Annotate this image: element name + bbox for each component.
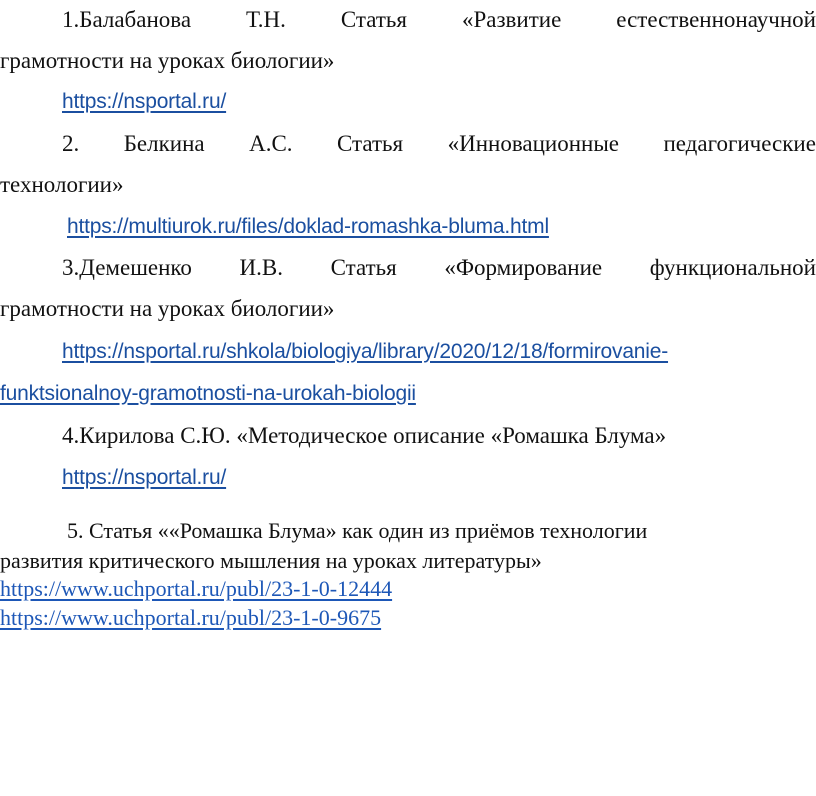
ref2-word: А.С. xyxy=(249,131,293,156)
ref1-word: Т.Н. xyxy=(246,7,286,32)
ref3-word: И.В. xyxy=(239,255,283,280)
ref3-link-part2[interactable]: funktsionalnoy-gramotnosti-na-urokah-biologii xyxy=(0,382,416,405)
ref4-link[interactable]: https://nsportal.ru/ xyxy=(62,466,227,489)
ref3-word: 3.Демешенко xyxy=(62,255,192,280)
ref4-line1: 4.Кирилова С.Ю. «Методическое описание «Ромашка Блума» xyxy=(62,423,667,448)
ref1-word: естественнонаучной xyxy=(616,7,816,32)
ref1-link[interactable]: https://nsportal.ru/ xyxy=(62,90,227,113)
ref5-line1: 5. Статья ««Ромашка Блума» как один из приёмов технологии xyxy=(67,518,648,543)
ref2-line2: технологии» xyxy=(0,172,124,197)
ref2-link[interactable]: https://multiurok.ru/files/doklad-romashka-bluma.html xyxy=(67,215,549,238)
ref1-word: Статья xyxy=(340,7,407,32)
ref1-word: 1.Балабанова xyxy=(62,7,192,32)
ref5-link1[interactable]: https://www.uchportal.ru/publ/23-1-0-12444 xyxy=(0,576,393,601)
ref2-word: Белкина xyxy=(123,131,205,156)
ref1-line1 xyxy=(0,8,816,31)
ref3-line1 xyxy=(0,256,816,279)
ref3-line2: грамотности на уроках биологии» xyxy=(0,296,335,321)
ref2-line1 xyxy=(0,132,816,155)
ref1-line2: грамотности на уроках биологии» xyxy=(0,48,335,73)
ref5-link2[interactable]: https://www.uchportal.ru/publ/23-1-0-9675 xyxy=(0,605,382,630)
ref2-word: педагогические xyxy=(663,131,816,156)
ref3-word: «Формирование xyxy=(444,255,603,280)
ref2-word: «Инновационные xyxy=(447,131,619,156)
ref5-line2: развития критического мышления на уроках литературы» xyxy=(0,548,542,573)
ref2-word: 2. xyxy=(62,131,80,156)
ref3-word: Статья xyxy=(330,255,397,280)
ref1-word: «Развитие xyxy=(461,7,562,32)
ref3-word: функциональной xyxy=(649,255,816,280)
ref3-link-part1[interactable]: https://nsportal.ru/shkola/biologiya/library/2020/12/18/formirovanie- xyxy=(62,340,669,363)
ref2-word: Статья xyxy=(337,131,404,156)
